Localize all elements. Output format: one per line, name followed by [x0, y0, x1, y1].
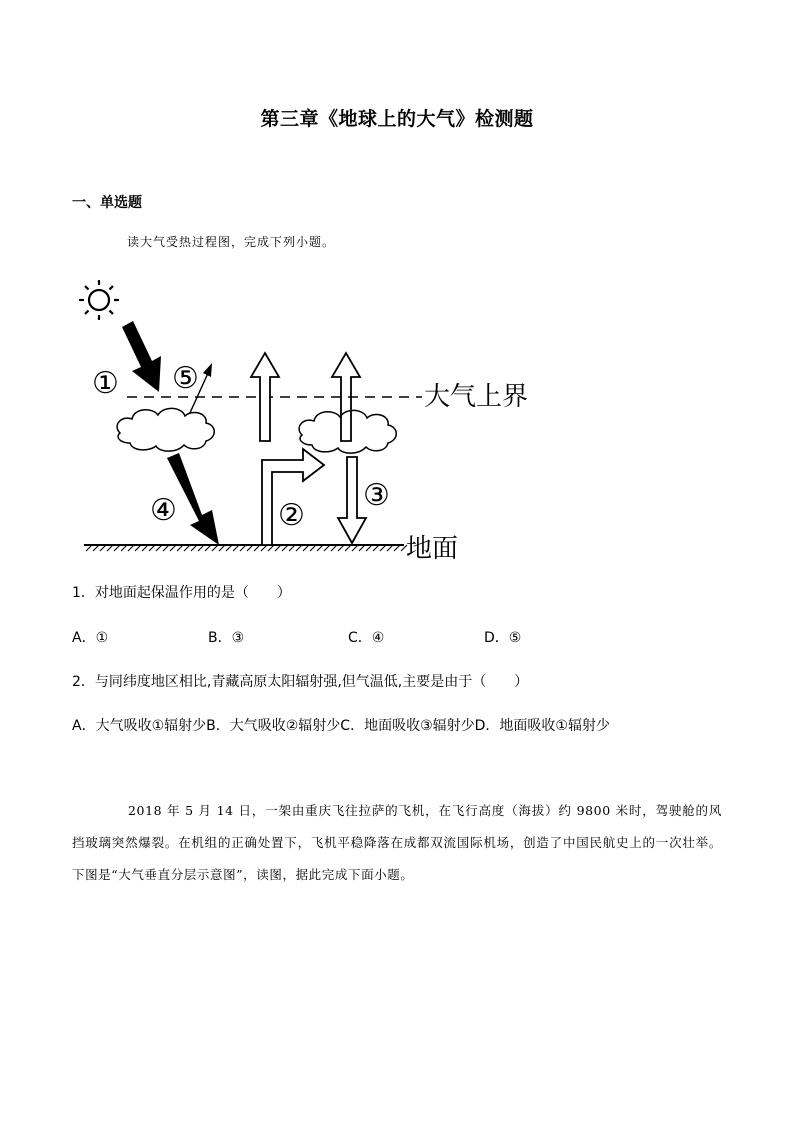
- label-2: ②: [278, 498, 305, 533]
- cloud-icon: [299, 410, 396, 453]
- cloud-icon: [117, 408, 214, 451]
- label-1: ①: [92, 366, 119, 401]
- atmosphere-top-label: 大气上界: [424, 382, 529, 412]
- question-2-stem: 2．与同纬度地区相比,青藏高原太阳辐射强,但气温低,主要是由于（ ）: [72, 674, 529, 690]
- question-1-option-b[interactable]: B．③: [208, 630, 245, 646]
- question-2-option-a[interactable]: A．大气吸收①辐射少: [72, 718, 207, 734]
- label-5: ⑤: [172, 361, 199, 396]
- arrow-3: [338, 457, 366, 543]
- section-heading: 一、单选题: [72, 195, 142, 211]
- question-1-option-c[interactable]: C．④: [348, 630, 385, 646]
- question-1-option-d[interactable]: D．⑤: [484, 630, 522, 646]
- reading-passage: 2018 年 5 月 14 日，一架由重庆飞往拉萨的飞机，在飞行高度（海拔）约 9800 米时，驾驶舱的风挡玻璃突然爆裂。在机组的正确处置下，飞机平稳降落在成都双流国际机场，创造了中国民航史上的一次壮举。下图是“大气垂直分层示意图”，读图，据此完成下面小题。: [72, 803, 722, 882]
- sun-icon: [79, 280, 119, 320]
- question-2-options: [72, 715, 610, 735]
- label-3: ③: [363, 478, 390, 513]
- question-1-option-a[interactable]: A．①: [72, 630, 109, 646]
- arrow-1: [122, 321, 161, 392]
- question-2-option-d[interactable]: D．地面吸收①辐射少: [474, 718, 610, 734]
- ground-label: 地面: [406, 534, 459, 564]
- question-1-stem: 1．对地面起保温作用的是（ ）: [72, 585, 291, 601]
- ground-line: [84, 545, 407, 551]
- atmosphere-heating-diagram: [72, 275, 552, 565]
- question-2-option-c[interactable]: C．地面吸收③辐射少: [340, 718, 475, 734]
- page-title: 第三章《地球上的大气》检测题: [260, 108, 534, 130]
- question-2-option-b[interactable]: B．大气吸收②辐射少: [206, 718, 341, 734]
- question-intro: 读大气受热过程图，完成下列小题。: [127, 235, 336, 249]
- label-4: ④: [150, 493, 177, 528]
